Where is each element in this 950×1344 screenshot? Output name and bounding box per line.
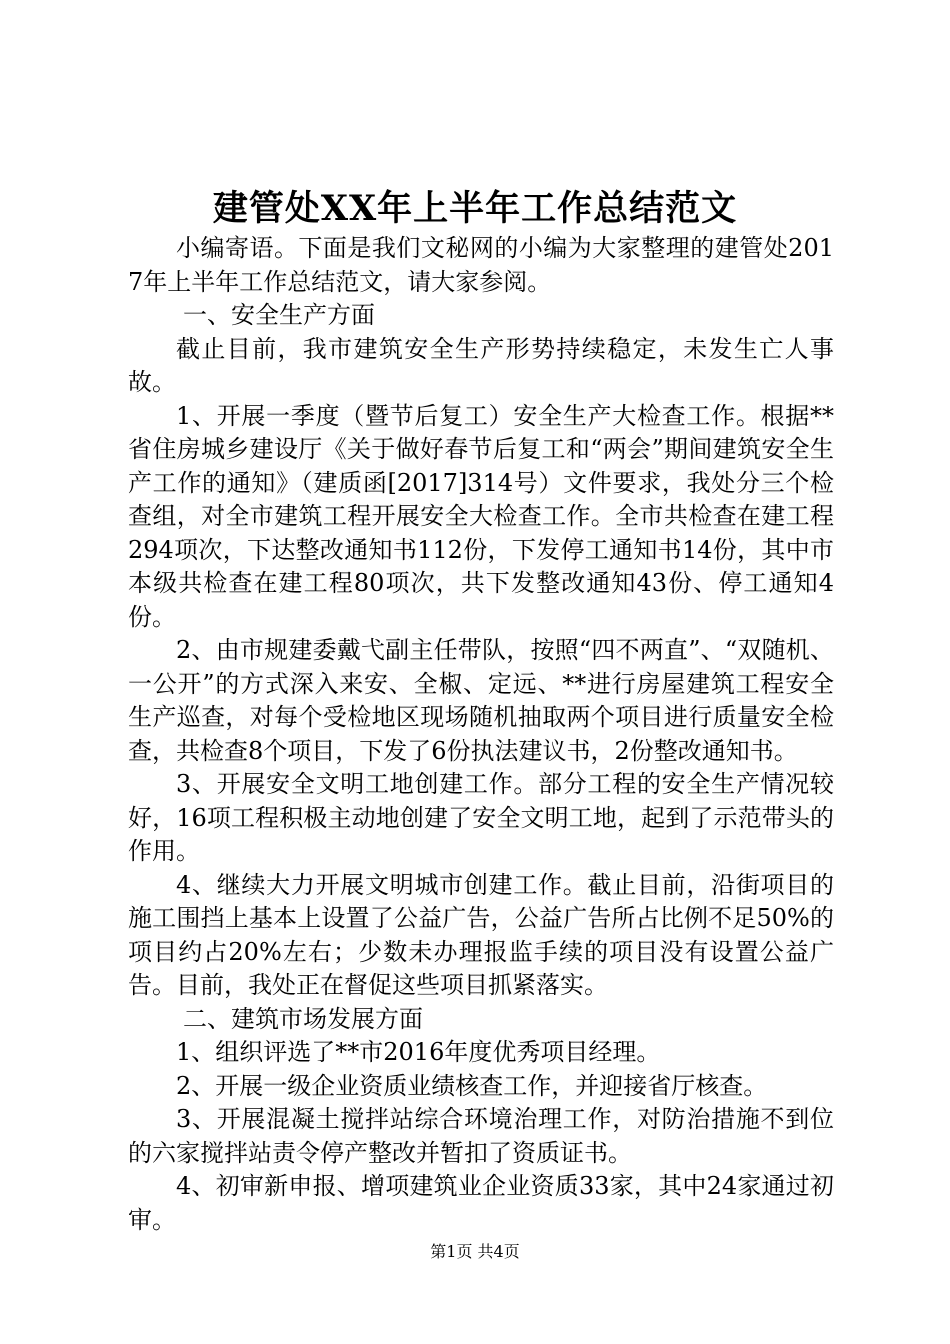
market-item-3: 3、开展混凝土搅拌站综合环境治理工作，对防治措施不到位的六家搅拌站责令停产整改并暂扣了资质证书。 [128, 1105, 834, 1167]
section-heading-market: 二、建筑市场发展方面 [183, 1004, 423, 1033]
safety-item-2: 2、由市规建委戴弋副主任带队，按照“四不两直”、“双随机、一公开”的方式深入来安、全椒、定远、**进行房屋建筑工程安全生产巡查，对每个受检地区现场随机抽取两个项目进行质量安全检查，共检查8个项目，下发了6份执法建议书，2份整改通知书。 [128, 636, 834, 765]
page-footer: 第1页 共4页 [430, 1242, 520, 1261]
intro-paragraph: 小编寄语。下面是我们文秘网的小编为大家整理的建管处2017年上半年工作总结范文，请大家参阅。 [128, 234, 834, 296]
market-item-1: 1、组织评选了**市2016年度优秀项目经理。 [176, 1038, 661, 1066]
safety-item-1: 1、开展一季度（暨节后复工）安全生产大检查工作。根据**省住房城乡建设厅《关于做好春节后复工和“两会”期间建筑安全生产工作的通知》（建质函[2017]314号）文件要求，我处分三个检查组，对全市建筑工程开展安全大检查工作。全市共检查在建工程294项次，下达整改通知书112份，下发停工通知书14份，其中市本级共检查在建工程80项次，共下发整改通知43份、停工通知4份。 [128, 401, 834, 631]
safety-item-3: 3、开展安全文明工地创建工作。部分工程的安全生产情况较好，16项工程积极主动地创建了安全文明工地，起到了示范带头的作用。 [128, 770, 834, 865]
safety-summary-paragraph: 截止目前，我市建筑安全生产形势持续稳定，未发生亡人事故。 [128, 334, 834, 396]
section-heading-safety: 一、安全生产方面 [183, 301, 375, 329]
document-body [128, 232, 834, 1237]
market-item-2: 2、开展一级企业资质业绩核查工作，并迎接省厅核查。 [176, 1071, 768, 1100]
document-title: 建管处XX年上半年工作总结范文 [212, 188, 738, 229]
market-item-4: 4、初审新申报、增项建筑业企业资质33家，其中24家通过初审。 [128, 1172, 834, 1234]
safety-item-4: 4、继续大力开展文明城市创建工作。截止目前，沿街项目的施工围挡上基本上设置了公益广告，公益广告所占比例不足50%的项目约占20%左右；少数未办理报监手续的项目没有设置公益广告。目前，我处正在督促这些项目抓紧落实。 [128, 870, 834, 999]
